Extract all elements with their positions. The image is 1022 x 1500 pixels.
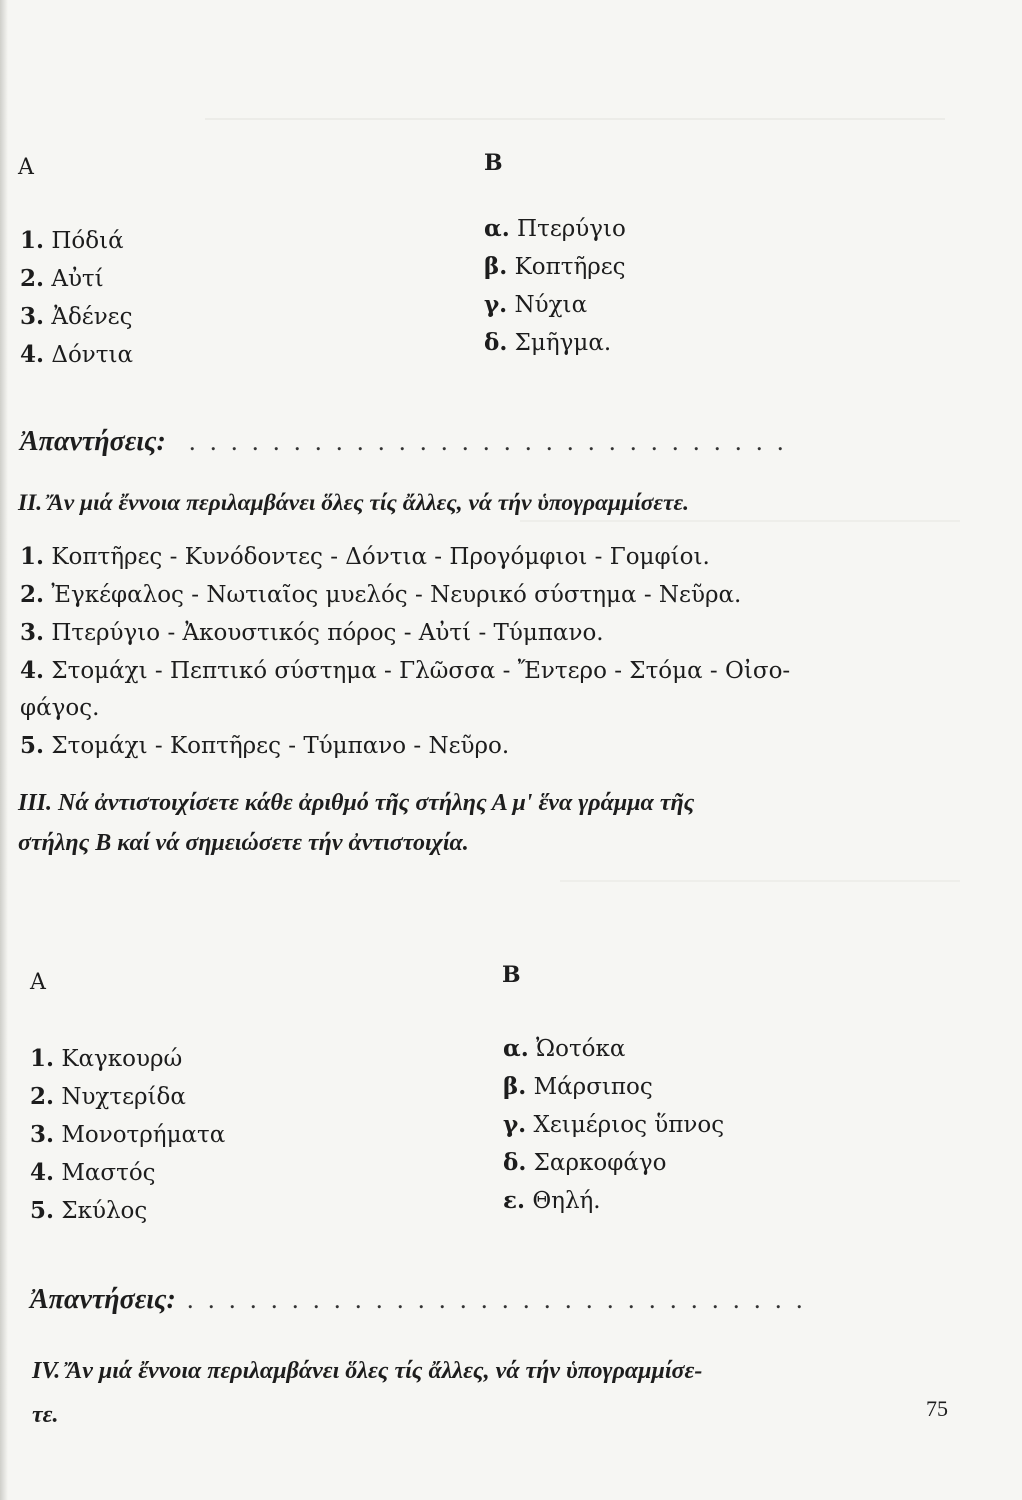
item-letter: γ. xyxy=(503,1111,527,1138)
item-text: Σαρκοφάγο xyxy=(533,1150,667,1176)
item-text: Ἀδένες xyxy=(51,304,133,330)
item-letter: α. xyxy=(484,215,510,242)
exercise-line xyxy=(20,538,790,576)
list-item xyxy=(30,1154,225,1192)
section-2-lines xyxy=(20,538,790,765)
item-number: 1. xyxy=(20,227,45,254)
column-a-list xyxy=(20,222,133,374)
item-letter: δ. xyxy=(503,1149,527,1176)
item-text: Μάρσιπος xyxy=(533,1074,653,1100)
item-number: 2. xyxy=(20,265,45,292)
item-text: Ὠοτόκα xyxy=(536,1036,626,1062)
list-item xyxy=(484,286,626,324)
list-item xyxy=(30,1116,225,1154)
item-number: 1. xyxy=(30,1045,55,1072)
item-letter: β. xyxy=(484,253,508,280)
item-text: Σκύλος xyxy=(61,1198,148,1224)
line-text: φάγος. xyxy=(20,695,100,721)
section-2-title: ΙΙ. Ἄν μιά ἔννοια περιλαμβάνει ὅλες τίς ἄλλες, νά τήν ὑπογραμμίσετε. xyxy=(18,490,689,516)
section-4-title-line2: τε. xyxy=(32,1402,59,1428)
column-b-header: B xyxy=(484,150,503,176)
list-item xyxy=(30,1078,225,1116)
item-letter: δ. xyxy=(484,329,508,356)
line-text: Στομάχι - Κοπτῆρες - Τύμπανο - Νεῦρο. xyxy=(51,733,510,759)
item-number: 3. xyxy=(30,1121,55,1148)
list-item xyxy=(503,1068,724,1106)
item-letter: α. xyxy=(503,1035,529,1062)
item-letter: γ. xyxy=(484,291,508,318)
line-number: 5. xyxy=(20,732,45,759)
line-number: 2. xyxy=(20,581,45,608)
item-text: Κοπτῆρες xyxy=(514,254,626,280)
item-text: Πόδιά xyxy=(51,228,124,254)
section-3-title-line1: ΙΙΙ. Νά ἀντιστοιχίσετε κάθε ἀριθμό τῆς στήλης Α μ' ἕνα γράμμα τῆς xyxy=(18,790,695,816)
answers-row xyxy=(30,1284,806,1316)
item-text: Αὐτί xyxy=(51,266,104,292)
line-text: Πτερύγιο - Ἀκουστικός πόρος - Αὐτί - Τύμπανο. xyxy=(51,620,604,646)
item-text: Σμῆγμα. xyxy=(514,330,612,356)
list-item xyxy=(20,298,133,336)
item-text: Νυχτερίδα xyxy=(61,1084,186,1110)
exercise-line xyxy=(20,576,790,614)
list-item xyxy=(503,1030,724,1068)
column-a-header: A xyxy=(18,155,34,180)
exercise-line xyxy=(20,652,790,690)
answers-label: Ἀπαντήσεις: xyxy=(30,1284,176,1315)
item-text: Μαστός xyxy=(61,1160,156,1186)
list-item xyxy=(30,1192,225,1230)
exercise-line xyxy=(20,727,790,765)
item-text: Θηλή. xyxy=(532,1188,601,1214)
line-number: 4. xyxy=(20,657,45,684)
item-number: 4. xyxy=(30,1159,55,1186)
section-4-title-line1: ΙV. Ἄν μιά ἔννοια περιλαμβάνει ὅλες τίς ἄλλες, νά τήν ὑπογραμμίσε- xyxy=(32,1358,703,1384)
section-3-title-line2: στήλης Β καί νά σημειώσετε τήν ἀντιστοιχία. xyxy=(18,830,469,856)
exercise-line-continuation xyxy=(20,690,790,727)
item-text: Μονοτρήματα xyxy=(61,1122,226,1148)
line-text: Στομάχι - Πεπτικό σύστημα - Γλῶσσα - Ἔντερο - Στόμα - Οἰσο- xyxy=(51,658,791,684)
line-number: 3. xyxy=(20,619,45,646)
column-a-header: A xyxy=(30,970,46,995)
list-item xyxy=(503,1182,724,1220)
item-number: 3. xyxy=(20,303,45,330)
page-number: 75 xyxy=(926,1396,948,1421)
list-item xyxy=(503,1144,724,1182)
list-item xyxy=(484,324,626,362)
item-text: Νύχια xyxy=(514,292,588,318)
column-a-list xyxy=(30,1040,225,1230)
column-b-header: B xyxy=(502,962,521,988)
list-item xyxy=(484,248,626,286)
list-item xyxy=(30,1040,225,1078)
binding-shadow xyxy=(0,0,8,1500)
answer-blank-dots[interactable]: . . . . . . . . . . . . . . . . . . . . . . . . . . . . . xyxy=(188,427,788,456)
column-b-list xyxy=(503,1030,724,1220)
column-b-list xyxy=(484,210,626,362)
list-item xyxy=(20,222,133,260)
list-item xyxy=(20,336,133,374)
item-number: 5. xyxy=(30,1197,55,1224)
item-number: 4. xyxy=(20,341,45,368)
line-number: 1. xyxy=(20,543,45,570)
exercise-line xyxy=(20,614,790,652)
item-letter: β. xyxy=(503,1073,527,1100)
line-text: Κοπτῆρες - Κυνόδοντες - Δόντια - Προγόμφιοι - Γομφίοι. xyxy=(51,544,710,570)
item-letter: ε. xyxy=(503,1187,525,1214)
answer-blank-dots[interactable]: . . . . . . . . . . . . . . . . . . . . . . . . . . . . . . xyxy=(186,1285,807,1314)
list-item xyxy=(20,260,133,298)
list-item xyxy=(503,1106,724,1144)
item-text: Καγκουρώ xyxy=(61,1046,183,1072)
item-text: Δόντια xyxy=(51,342,134,368)
list-item xyxy=(484,210,626,248)
item-text: Πτερύγιο xyxy=(517,216,626,242)
line-text: Ἐγκέφαλος - Νωτιαῖος μυελός - Νευρικό σύστημα - Νεῦρα. xyxy=(51,582,742,608)
item-text: Χειμέριος ὕπνος xyxy=(533,1112,725,1138)
answers-row xyxy=(20,426,787,458)
item-number: 2. xyxy=(30,1083,55,1110)
answers-label: Ἀπαντήσεις: xyxy=(20,426,166,457)
